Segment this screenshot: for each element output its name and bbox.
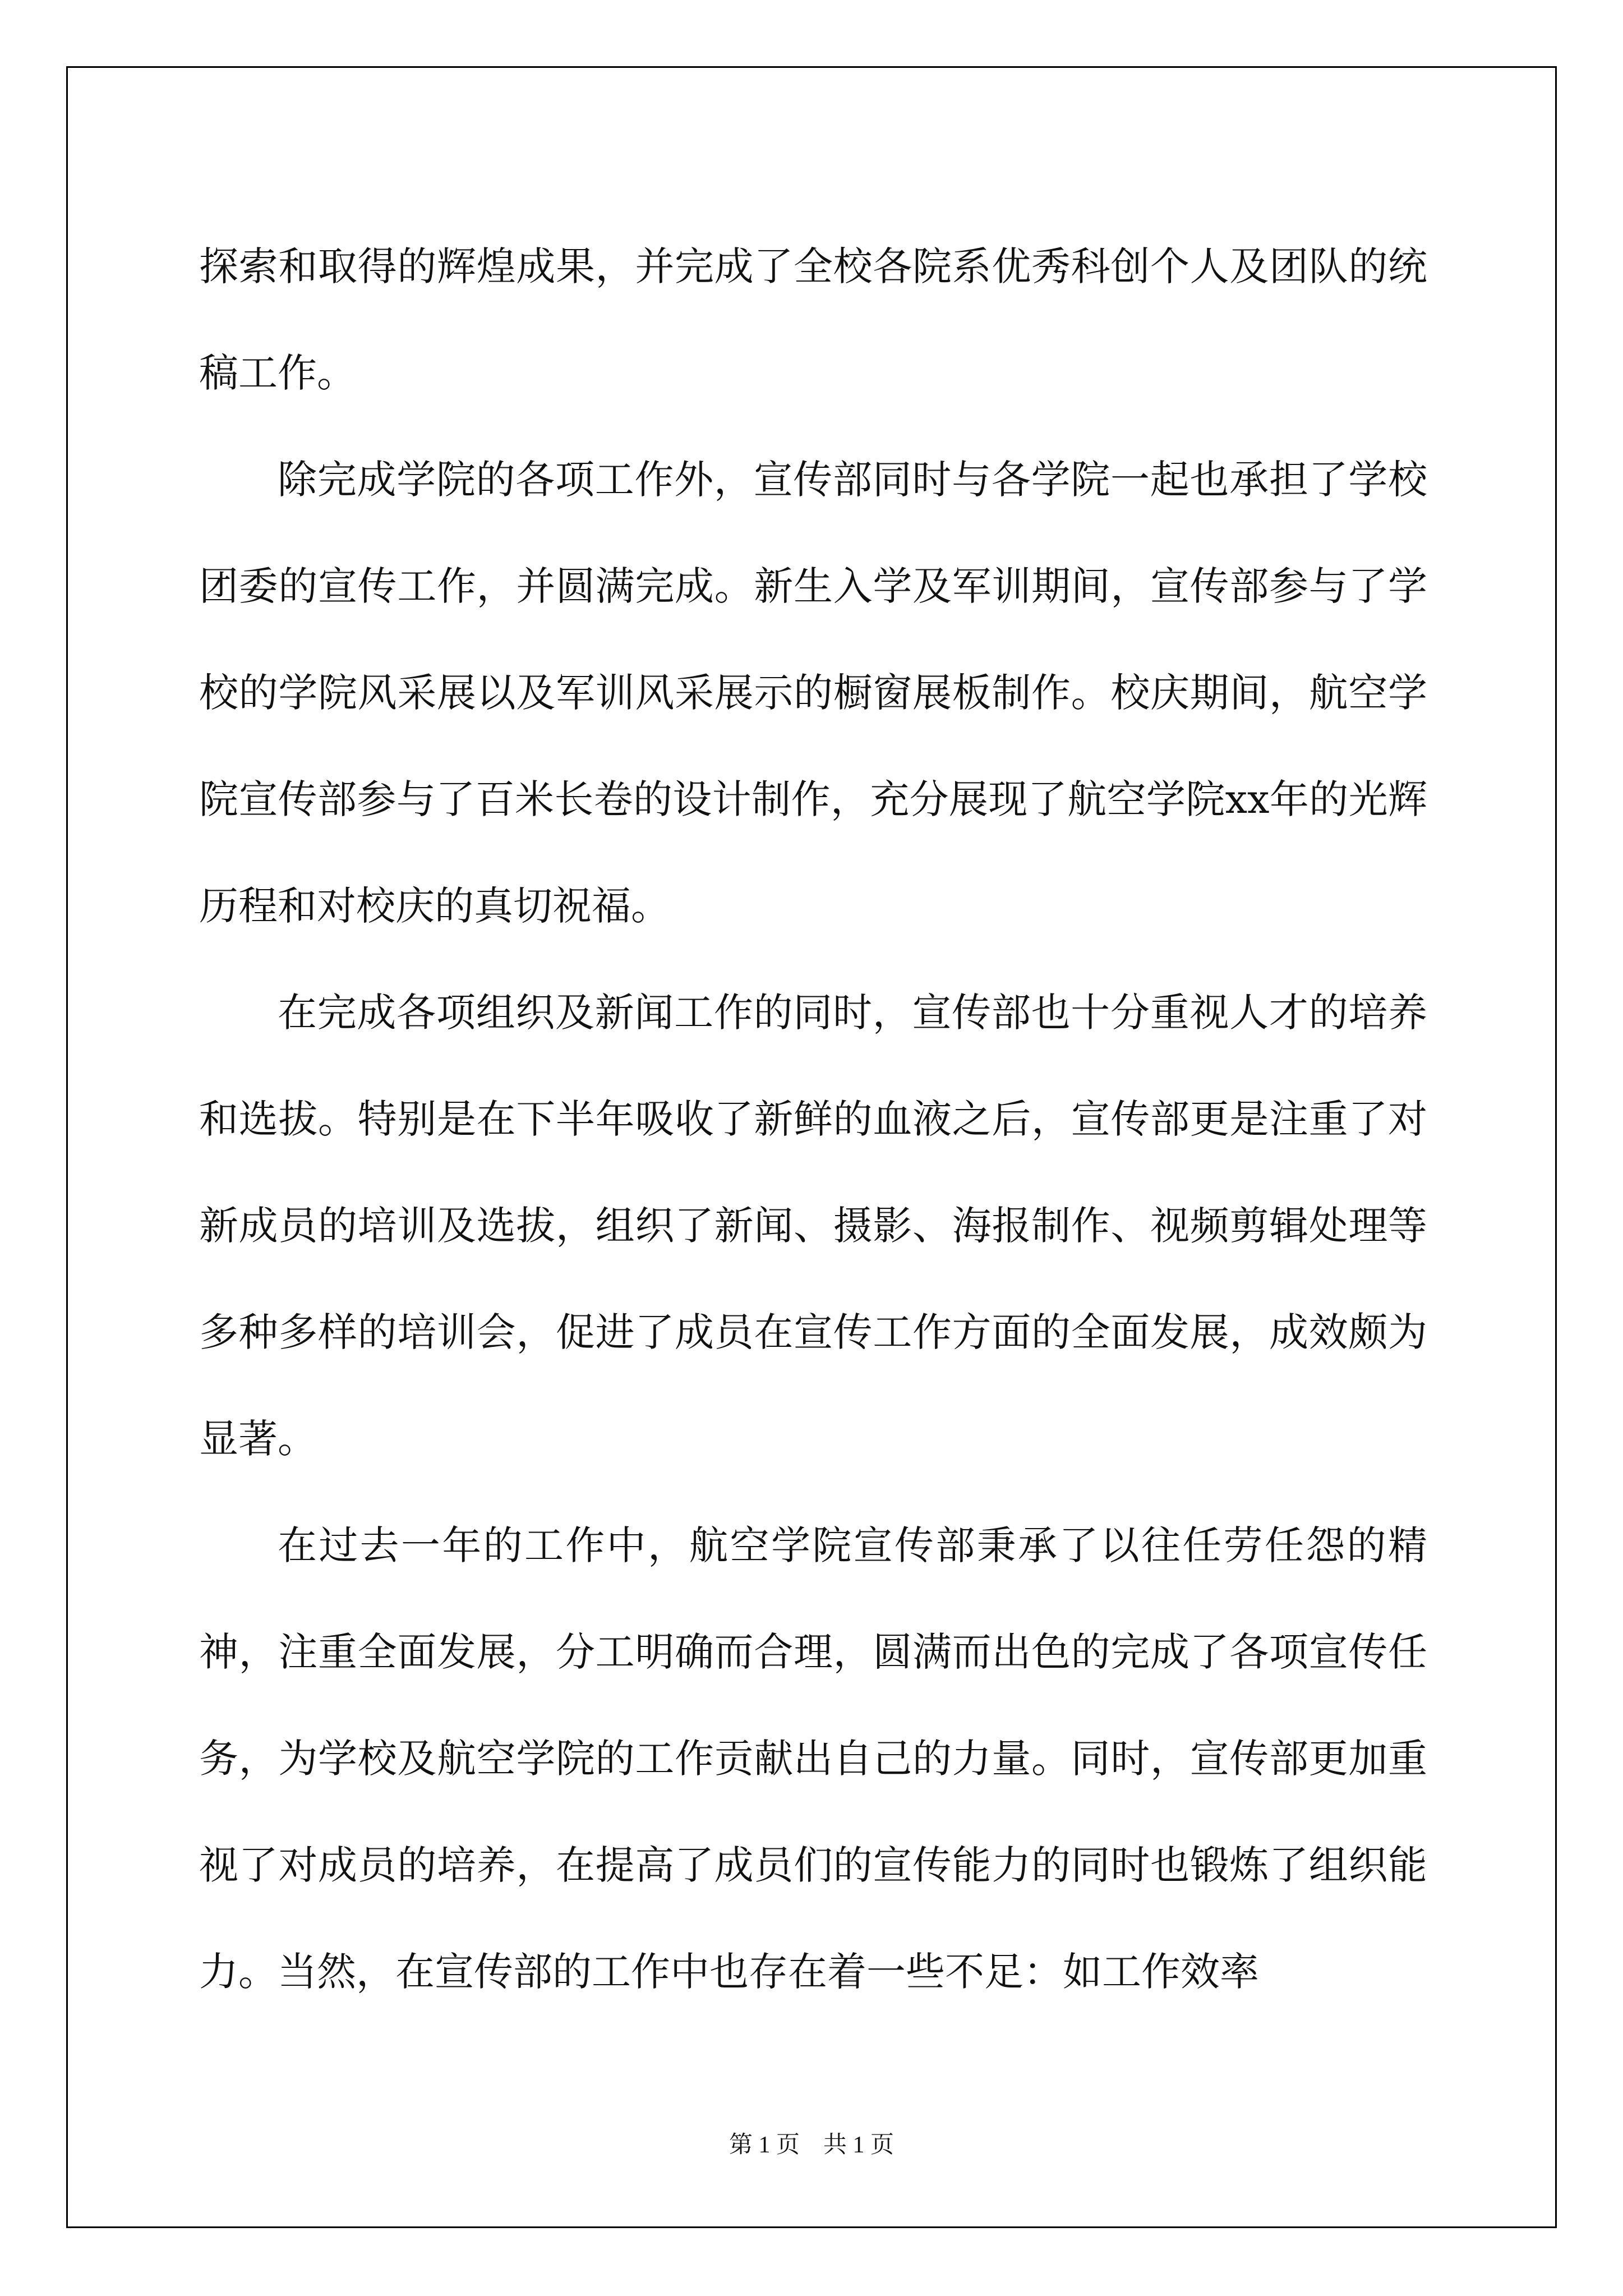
paragraph-1: 探索和取得的辉煌成果，并完成了全校各院系优秀科创个人及团队的统稿工作。 — [199, 243, 1427, 396]
paragraph-3: 在完成各项组织及新闻工作的同时，宣传部也十分重视人才的培养和选拔。特别是在下半年吸收了新鲜的血液之后，宣传部更是注重了对新成员的培训及选拔，组织了新闻、摄影、海报制作、视频剪辑处理等多种多样的培训会，促进了成员在宣传工作方面的全面发展，成效颇为显著。 — [199, 990, 1427, 1462]
page-footer: 第 1 页 共 1 页 — [728, 2132, 894, 2158]
paragraph-2: 除完成学院的各项工作外，宣传部同时与各学院一起也承担了学校团委的宣传工作，并圆满完成。新生入学及军训期间，宣传部参与了学校的学院风采展以及军训风采展示的橱窗展板制作。校庆期间，航空学院宣传部参与了百米长卷的设计制作，充分展现了航空学院xx年的光辉历程和对校庆的真切祝福。 — [199, 457, 1427, 929]
paragraph-4: 在过去一年的工作中，航空学院宣传部秉承了以往任劳任怨的精神，注重全面发展，分工明确而合理，圆满而出色的完成了各项宣传任务，为学校及航空学院的工作贡献出自己的力量。同时，宣传部更加重视了对成员的培养，在提高了成员们的宣传能力的同时也锻炼了组织能力。当然，在宣传部的工作中也存在着一些不足：如工作效率 — [199, 1522, 1427, 1995]
document-body — [199, 213, 1427, 2025]
